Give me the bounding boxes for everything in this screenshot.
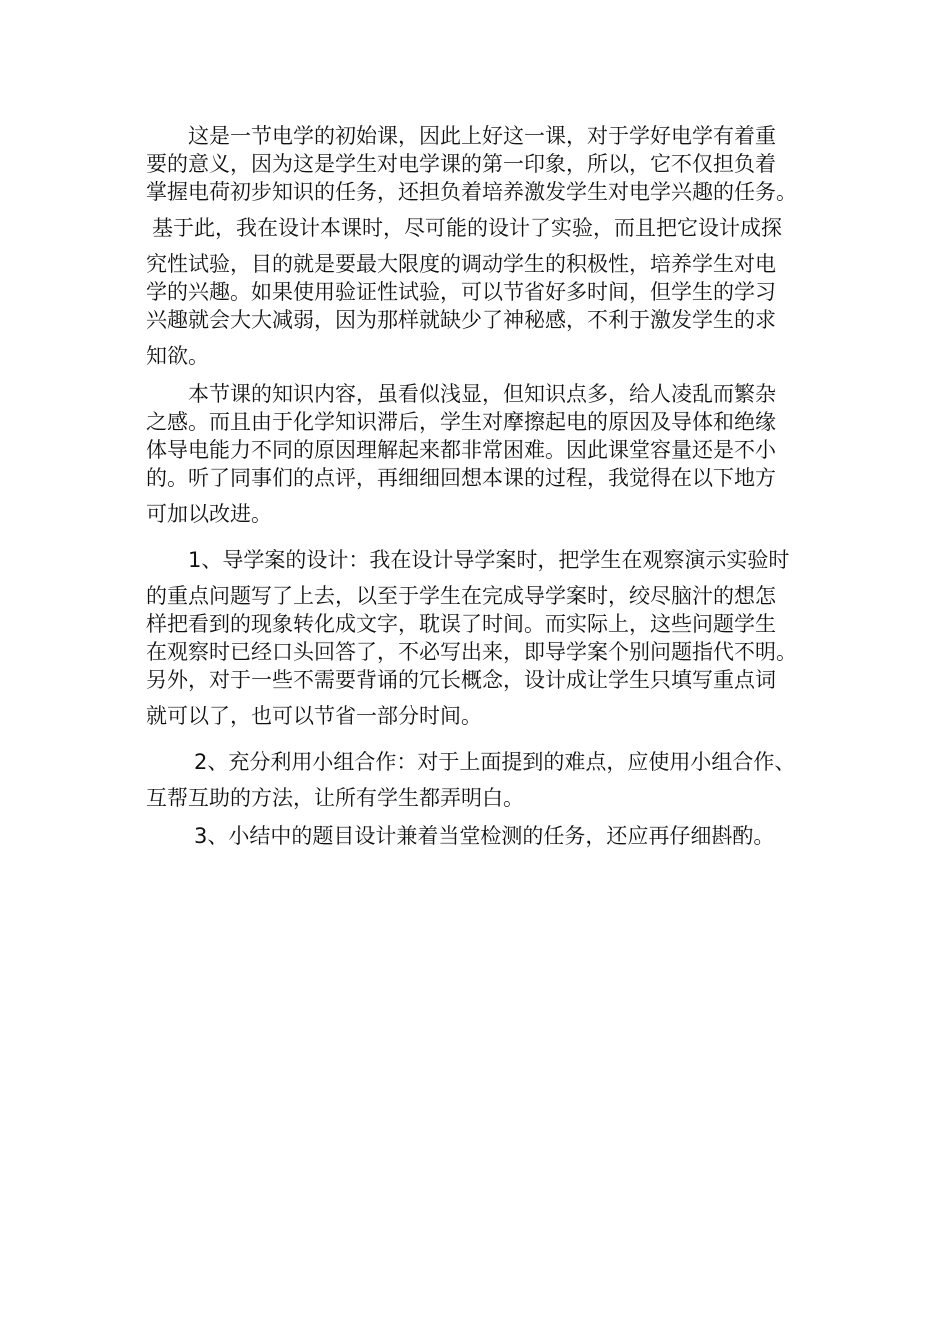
- improvement-item-2: [146, 748, 810, 812]
- text-line: 的。听了同事们的点评，再细细回想本课的过程，我觉得在以下地方: [146, 466, 776, 490]
- text-line: 学的兴趣。如果使用验证性试验，可以节省好多时间，但学生的学习: [146, 280, 776, 304]
- text-line: 知欲。: [146, 344, 209, 368]
- text-line: [146, 822, 810, 850]
- text-line: 之感。而且由于化学知识滞后，学生对摩擦起电的原因及导体和绝缘: [146, 410, 776, 434]
- item-text: 、小结中的题目设计兼着当堂检测的任务，还应再仔细斟酌。: [207, 824, 775, 848]
- item-number: 3: [194, 824, 208, 848]
- improvement-item-3: [146, 822, 810, 850]
- text-line: 兴趣就会大大减弱，因为那样就缺少了神秘感，不利于激发学生的求: [146, 308, 776, 332]
- item-text: 、充分利用小组合作：对于上面提到的难点，应使用小组合作、: [207, 750, 796, 774]
- text-line: 另外，对于一些不需要背诵的冗长概念，设计成让学生只填写重点词: [146, 668, 776, 692]
- text-line: 互帮互助的方法，让所有学生都弄明白。: [146, 786, 524, 810]
- item-text: 、导学案的设计：我在设计导学案时，把学生在观察演示实验时: [201, 548, 790, 572]
- paragraph-intro: [146, 122, 810, 206]
- text-line: 体导电能力不同的原因理解起来都非常困难。因此课堂容量还是不小: [146, 438, 776, 462]
- text-line: [146, 546, 810, 574]
- text-line: 就可以了，也可以节省一部分时间。: [146, 704, 482, 728]
- text-line: 掌握电荷初步知识的任务，还担负着培养激发学生对电学兴趣的任务。: [146, 180, 797, 204]
- text-line: 本节课的知识内容，虽看似浅显，但知识点多，给人凌乱而繁杂: [188, 382, 776, 406]
- text-line: 这是一节电学的初始课，因此上好这一课，对于学好电学有着重: [188, 124, 776, 148]
- text-line: 要的意义，因为这是学生对电学课的第一印象，所以，它不仅担负着: [146, 152, 776, 176]
- paragraph-content-analysis: [146, 380, 810, 528]
- text-line: [146, 748, 810, 776]
- text-line: 究性试验，目的就是要最大限度的调动学生的积极性，培养学生对电: [146, 252, 776, 276]
- item-number: 1: [188, 548, 202, 572]
- document-body: [146, 122, 810, 850]
- text-line: 样把看到的现象转化成文字，耽误了时间。而实际上，这些问题学生: [146, 612, 776, 636]
- item-number: 2: [194, 750, 208, 774]
- text-line: 在观察时已经口头回答了，不必写出来，即导学案个别问题指代不明。: [146, 640, 797, 664]
- text-line: 可加以改进。: [146, 502, 272, 526]
- text-line: 的重点问题写了上去，以至于学生在完成导学案时，绞尽脑汁的想怎: [146, 584, 776, 608]
- text-line: 基于此，我在设计本课时，尽可能的设计了实验，而且把它设计成探: [152, 216, 782, 240]
- paragraph-design-rationale: [146, 214, 810, 370]
- improvement-item-1: [146, 546, 810, 730]
